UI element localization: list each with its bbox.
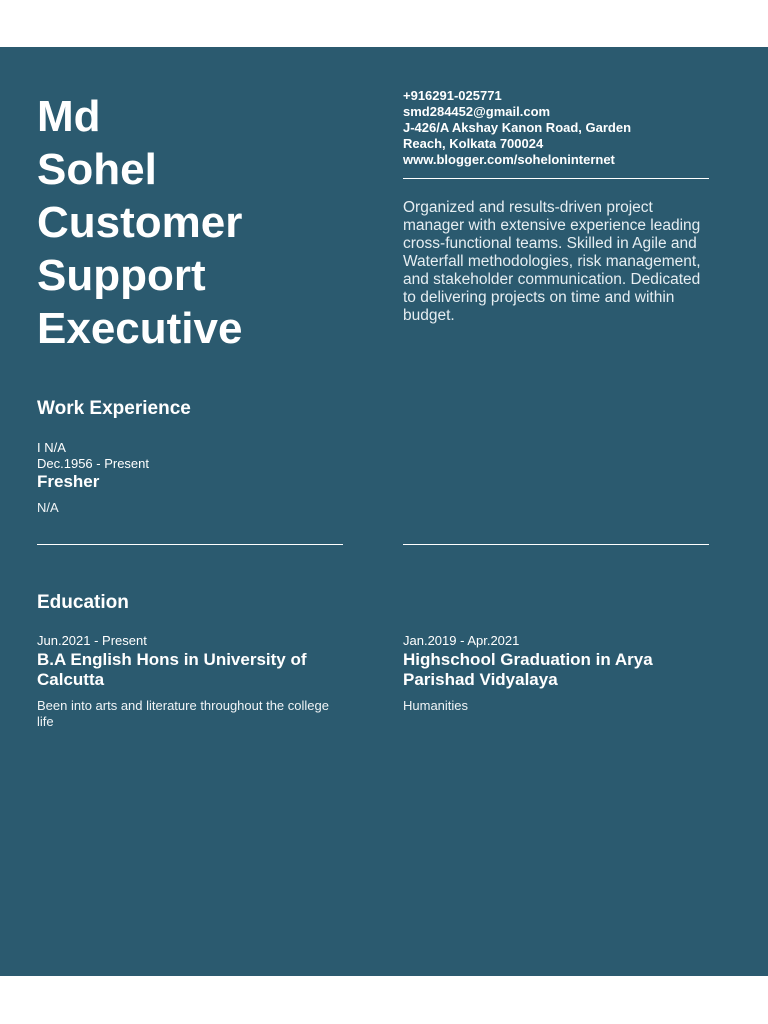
work-company: I N/A (37, 440, 66, 455)
job-title-line-3: Executive (37, 304, 243, 353)
work-experience-heading: Work Experience (37, 398, 191, 419)
contact-block (403, 88, 713, 168)
address-line-2: Reach, Kolkata 700024 (403, 136, 544, 151)
name-line-2: Sohel (37, 145, 157, 194)
work-role: Fresher (37, 472, 100, 491)
resume-page (0, 47, 768, 976)
name-and-title (37, 90, 357, 355)
work-dates: Dec.1956 - Present (37, 456, 150, 471)
education-1-title: B.A English Hons in University of Calcutta (37, 650, 307, 689)
education-1-dates: Jun.2021 - Present (37, 633, 147, 648)
education-heading: Education (37, 592, 129, 613)
email-address: smd284452@gmail.com (403, 104, 551, 119)
website-link: www.blogger.com/soheloninternet (403, 152, 615, 167)
job-title-line-1: Customer (37, 198, 243, 247)
name-line-1: Md (37, 92, 101, 141)
profile-summary: Organized and results-driven project manager with extensive experience leading cross-functional teams. Skilled in Agile and Waterfall methodologies, risk management, and stakeholder communication. Dedicated to delivering projects on time and within budget. (403, 199, 701, 324)
work-description: N/A (37, 500, 59, 515)
work-divider-right (403, 544, 709, 545)
address-line-1: J-426/A Akshay Kanon Road, Garden (403, 120, 632, 135)
phone-number: +916291-025771 (403, 88, 502, 103)
work-divider-left (37, 544, 343, 545)
education-1-description: Been into arts and literature throughout the college life (37, 698, 329, 729)
contact-divider (403, 178, 709, 179)
education-2-dates: Jan.2019 - Apr.2021 (403, 633, 520, 648)
job-title-line-2: Support (37, 251, 206, 300)
education-2-description: Humanities (403, 698, 469, 713)
education-2-title: Highschool Graduation in Arya Parishad Vidyalaya (403, 650, 653, 689)
